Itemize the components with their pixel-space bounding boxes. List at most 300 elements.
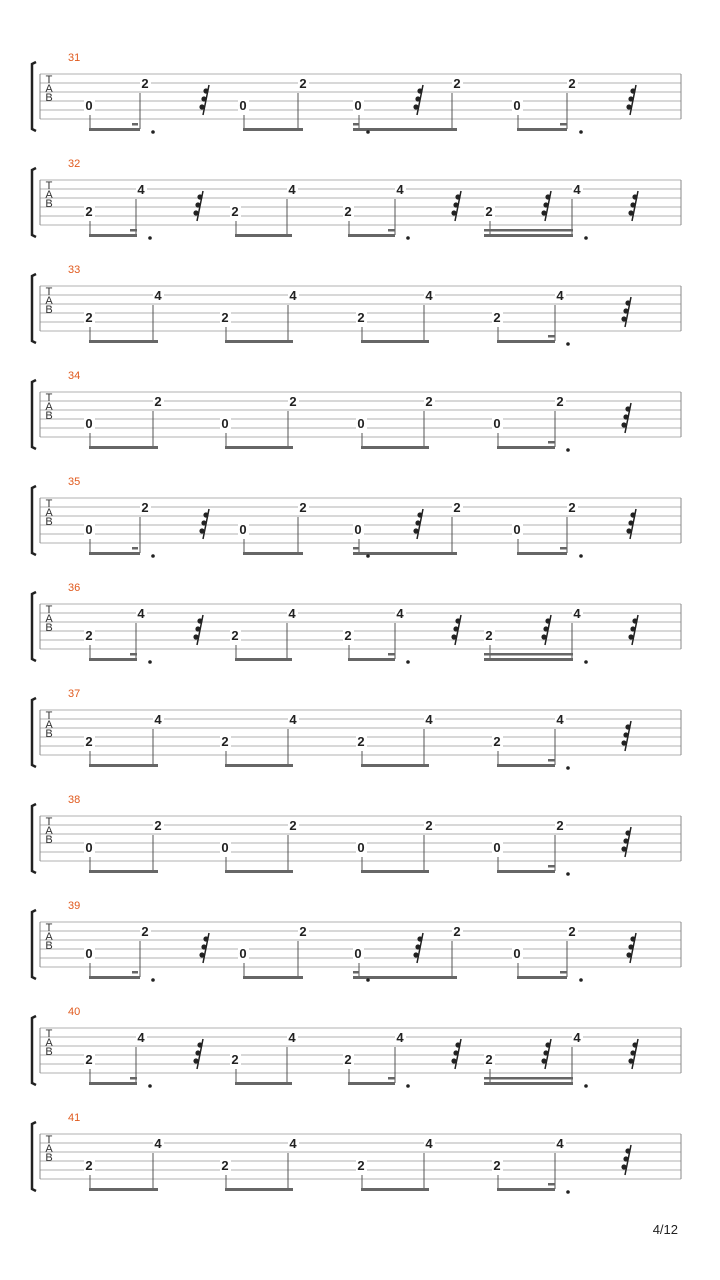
rest-flag xyxy=(545,194,550,199)
tab-clef-letter: B xyxy=(45,516,53,528)
rhythm-dot xyxy=(579,978,583,982)
rest-flag xyxy=(628,96,633,101)
rest-flag xyxy=(623,414,628,419)
tab-clef-letter: T xyxy=(45,1028,53,1040)
beam xyxy=(497,870,555,873)
beam-partial xyxy=(560,547,567,550)
fret-number: 2 xyxy=(141,500,149,515)
fret-number: 2 xyxy=(357,310,365,325)
fret-number: 2 xyxy=(154,818,162,833)
fret-number: 2 xyxy=(299,500,307,515)
rest-flag xyxy=(626,528,631,533)
tab-clef-letter: B xyxy=(45,1152,53,1164)
tab-clef-letter: A xyxy=(45,719,53,731)
beam-partial xyxy=(548,441,555,444)
measure-number: 32 xyxy=(68,158,81,170)
tab-system xyxy=(32,900,681,982)
fret-number: 2 xyxy=(556,818,564,833)
rest-flag xyxy=(626,952,631,957)
beam xyxy=(235,234,292,237)
beam xyxy=(361,1188,429,1191)
rest-flag xyxy=(455,1042,460,1047)
tab-clef-letter: A xyxy=(45,825,53,837)
beam xyxy=(361,340,429,343)
beam xyxy=(89,870,158,873)
fret-number: 4 xyxy=(425,712,433,727)
beam xyxy=(517,552,567,555)
fret-number: 2 xyxy=(485,628,493,643)
measure-number: 34 xyxy=(68,370,81,382)
tab-clef-letter: B xyxy=(45,834,53,846)
fret-number: 2 xyxy=(453,500,461,515)
rhythm-dot xyxy=(406,1084,410,1088)
fret-number: 2 xyxy=(493,310,501,325)
beam xyxy=(484,234,573,237)
fret-number: 4 xyxy=(425,288,433,303)
rest-flag xyxy=(630,1050,635,1055)
beam xyxy=(89,128,140,131)
beam xyxy=(348,234,395,237)
system-bracket xyxy=(32,274,36,343)
fret-number: 2 xyxy=(568,924,576,939)
rest-flag xyxy=(541,1058,546,1063)
fret-number: 4 xyxy=(154,288,162,303)
beam xyxy=(497,340,555,343)
fret-number: 0 xyxy=(493,416,501,431)
rest-flag xyxy=(623,838,628,843)
fret-number: 4 xyxy=(396,182,404,197)
fret-number: 2 xyxy=(453,924,461,939)
rest-flag xyxy=(541,634,546,639)
fret-number: 4 xyxy=(573,182,581,197)
fret-number: 0 xyxy=(357,416,365,431)
rest-flag xyxy=(201,944,206,949)
fret-number: 0 xyxy=(239,946,247,961)
rest-flag xyxy=(623,732,628,737)
beam xyxy=(225,870,293,873)
rest-flag xyxy=(413,528,418,533)
beam xyxy=(89,976,140,979)
fret-number: 0 xyxy=(221,416,229,431)
fret-number: 0 xyxy=(354,946,362,961)
rest-flag xyxy=(417,88,422,93)
tab-clef-letter: A xyxy=(45,83,53,95)
rest-flag xyxy=(413,952,418,957)
measure-number: 40 xyxy=(68,1006,81,1018)
beam xyxy=(225,764,293,767)
rhythm-dot xyxy=(151,978,155,982)
beam-secondary xyxy=(484,229,573,232)
rest-flag xyxy=(625,406,630,411)
fret-number: 0 xyxy=(85,946,93,961)
system-bracket xyxy=(32,910,36,979)
beam xyxy=(361,870,429,873)
rest-flag xyxy=(453,1050,458,1055)
rhythm-dot xyxy=(566,766,570,770)
rest-flag xyxy=(630,936,635,941)
rest-flag xyxy=(628,1058,633,1063)
fret-number: 2 xyxy=(141,76,149,91)
rhythm-dot xyxy=(151,130,155,134)
beam xyxy=(243,128,303,131)
fret-number: 2 xyxy=(357,1158,365,1173)
rest-flag xyxy=(541,210,546,215)
fret-number: 0 xyxy=(239,522,247,537)
fret-number: 2 xyxy=(299,76,307,91)
tab-clef-letter: A xyxy=(45,189,53,201)
rest-flag xyxy=(203,512,208,517)
beam xyxy=(89,658,137,661)
fret-number: 4 xyxy=(573,606,581,621)
tab-clef-letter: B xyxy=(45,410,53,422)
rhythm-dot xyxy=(584,660,588,664)
fret-number: 4 xyxy=(573,1030,581,1045)
beam xyxy=(89,340,158,343)
fret-number: 0 xyxy=(85,840,93,855)
rest-flag xyxy=(630,88,635,93)
fret-number: 2 xyxy=(85,628,93,643)
fret-number: 2 xyxy=(493,1158,501,1173)
tab-clef-letter: T xyxy=(45,286,53,298)
rest-flag xyxy=(623,1156,628,1161)
tab-clef-letter: T xyxy=(45,74,53,86)
beam-secondary xyxy=(484,653,573,656)
rhythm-dot xyxy=(579,130,583,134)
beam xyxy=(497,1188,555,1191)
fret-number: 4 xyxy=(289,1136,297,1151)
tab-system xyxy=(32,52,681,134)
measure-number: 36 xyxy=(68,582,81,594)
rest-flag xyxy=(451,634,456,639)
tab-system xyxy=(32,370,681,452)
tab-system xyxy=(32,264,681,346)
fret-number: 4 xyxy=(154,1136,162,1151)
rest-flag xyxy=(621,740,626,745)
fret-number: 2 xyxy=(289,818,297,833)
tab-system xyxy=(32,476,681,558)
beam xyxy=(225,340,293,343)
fret-number: 4 xyxy=(137,1030,145,1045)
fret-number: 4 xyxy=(288,1030,296,1045)
tab-system xyxy=(32,582,681,664)
rhythm-dot xyxy=(406,236,410,240)
rest-flag xyxy=(630,512,635,517)
rest-flag xyxy=(632,1042,637,1047)
measure-number: 38 xyxy=(68,794,81,806)
rest-flag xyxy=(625,830,630,835)
beam xyxy=(89,552,140,555)
beam xyxy=(517,976,567,979)
rhythm-dot xyxy=(566,872,570,876)
beam-partial xyxy=(353,547,359,550)
rest-flag xyxy=(453,626,458,631)
tab-clef-letter: A xyxy=(45,1143,53,1155)
fret-number: 4 xyxy=(154,712,162,727)
fret-number: 0 xyxy=(239,98,247,113)
tab-clef-letter: B xyxy=(45,92,53,104)
tab-clef-letter: T xyxy=(45,1134,53,1146)
fret-number: 4 xyxy=(396,606,404,621)
rest-flag xyxy=(197,1042,202,1047)
fret-number: 4 xyxy=(556,712,564,727)
fret-number: 2 xyxy=(344,628,352,643)
beam xyxy=(235,658,292,661)
beam xyxy=(484,658,573,661)
beam-partial xyxy=(388,229,395,232)
fret-number: 0 xyxy=(354,98,362,113)
rhythm-dot xyxy=(566,448,570,452)
rest-flag xyxy=(193,634,198,639)
rest-flag xyxy=(621,422,626,427)
rest-flag xyxy=(628,944,633,949)
beam-partial xyxy=(130,1077,137,1080)
rest-flag xyxy=(203,936,208,941)
rest-flag xyxy=(543,1050,548,1055)
fret-number: 2 xyxy=(85,734,93,749)
rest-flag xyxy=(193,1058,198,1063)
rest-flag xyxy=(417,512,422,517)
beam xyxy=(243,552,303,555)
beam-partial xyxy=(132,123,138,126)
rest-flag xyxy=(199,528,204,533)
rhythm-dot xyxy=(148,1084,152,1088)
beam-partial xyxy=(353,123,359,126)
rest-flag xyxy=(203,88,208,93)
rhythm-dot xyxy=(148,236,152,240)
tab-clef-letter: T xyxy=(45,392,53,404)
beam xyxy=(517,128,567,131)
fret-number: 2 xyxy=(231,204,239,219)
rhythm-dot xyxy=(366,130,370,134)
fret-number: 4 xyxy=(556,1136,564,1151)
fret-number: 4 xyxy=(289,288,297,303)
fret-number: 2 xyxy=(299,924,307,939)
fret-number: 2 xyxy=(85,204,93,219)
rest-flag xyxy=(621,846,626,851)
beam-partial xyxy=(388,1077,395,1080)
tab-clef-letter: T xyxy=(45,180,53,192)
fret-number: 4 xyxy=(137,606,145,621)
fret-number: 2 xyxy=(141,924,149,939)
tab-clef-letter: T xyxy=(45,498,53,510)
fret-number: 4 xyxy=(288,606,296,621)
fret-number: 2 xyxy=(154,394,162,409)
rest-flag xyxy=(632,618,637,623)
fret-number: 4 xyxy=(288,182,296,197)
tab-system xyxy=(32,794,681,876)
fret-number: 0 xyxy=(85,416,93,431)
measure-number: 35 xyxy=(68,476,81,488)
beam-partial xyxy=(353,971,359,974)
fret-number: 2 xyxy=(85,1052,93,1067)
fret-number: 4 xyxy=(289,712,297,727)
beam xyxy=(484,1082,573,1085)
beam xyxy=(497,446,555,449)
rest-flag xyxy=(201,96,206,101)
rest-flag xyxy=(625,1148,630,1153)
measure-number: 37 xyxy=(68,688,81,700)
tab-clef-letter: T xyxy=(45,922,53,934)
tab-system xyxy=(32,688,681,770)
tab-clef-letter: B xyxy=(45,304,53,316)
rest-flag xyxy=(630,202,635,207)
tab-clef-letter: B xyxy=(45,728,53,740)
fret-number: 2 xyxy=(425,818,433,833)
beam-partial xyxy=(130,229,137,232)
tab-clef-letter: A xyxy=(45,401,53,413)
tab-clef-letter: T xyxy=(45,816,53,828)
rhythm-dot xyxy=(584,236,588,240)
beam xyxy=(348,658,395,661)
rest-flag xyxy=(195,202,200,207)
beam-partial xyxy=(548,759,555,762)
page-number: 4/12 xyxy=(652,1222,678,1237)
rest-flag xyxy=(545,1042,550,1047)
fret-number: 2 xyxy=(493,734,501,749)
fret-number: 2 xyxy=(289,394,297,409)
beam xyxy=(361,446,429,449)
tab-clef-letter: A xyxy=(45,931,53,943)
rest-flag xyxy=(621,1164,626,1169)
rest-flag xyxy=(543,626,548,631)
tab-clef-letter: T xyxy=(45,710,53,722)
fret-number: 0 xyxy=(221,840,229,855)
rhythm-dot xyxy=(584,1084,588,1088)
fret-number: 0 xyxy=(513,98,521,113)
fret-number: 2 xyxy=(485,1052,493,1067)
rhythm-dot xyxy=(406,660,410,664)
beam xyxy=(225,446,293,449)
rest-flag xyxy=(455,618,460,623)
fret-number: 2 xyxy=(568,76,576,91)
fret-number: 0 xyxy=(493,840,501,855)
beam-partial xyxy=(560,123,567,126)
tab-clef-letter: A xyxy=(45,507,53,519)
tab-system xyxy=(32,158,681,240)
beam xyxy=(235,1082,292,1085)
rest-flag xyxy=(623,308,628,313)
beam-partial xyxy=(132,547,138,550)
fret-number: 4 xyxy=(425,1136,433,1151)
rest-flag xyxy=(621,316,626,321)
system-bracket xyxy=(32,698,36,767)
tab-clef-letter: B xyxy=(45,940,53,952)
rest-flag xyxy=(415,520,420,525)
fret-number: 2 xyxy=(85,1158,93,1173)
beam xyxy=(361,764,429,767)
fret-number: 0 xyxy=(513,946,521,961)
rest-flag xyxy=(545,618,550,623)
system-bracket xyxy=(32,1122,36,1191)
beam-partial xyxy=(388,653,395,656)
measure-number: 39 xyxy=(68,900,81,912)
beam xyxy=(89,446,158,449)
tab-clef-letter: A xyxy=(45,613,53,625)
fret-number: 2 xyxy=(425,394,433,409)
measure-number: 41 xyxy=(68,1112,81,1124)
rest-flag xyxy=(628,520,633,525)
beam-partial xyxy=(548,865,555,868)
system-bracket xyxy=(32,592,36,661)
rhythm-dot xyxy=(366,978,370,982)
rest-flag xyxy=(632,194,637,199)
fret-number: 2 xyxy=(231,1052,239,1067)
fret-number: 2 xyxy=(453,76,461,91)
fret-number: 4 xyxy=(137,182,145,197)
rest-flag xyxy=(199,104,204,109)
fret-number: 2 xyxy=(344,1052,352,1067)
rhythm-dot xyxy=(566,1190,570,1194)
rest-flag xyxy=(628,210,633,215)
rest-flag xyxy=(451,1058,456,1063)
beam xyxy=(348,1082,395,1085)
beam-partial xyxy=(130,653,137,656)
beam-secondary xyxy=(484,1077,573,1080)
system-bracket xyxy=(32,380,36,449)
tab-clef-letter: B xyxy=(45,198,53,210)
fret-number: 0 xyxy=(85,98,93,113)
fret-number: 2 xyxy=(357,734,365,749)
fret-number: 2 xyxy=(85,310,93,325)
rest-flag xyxy=(415,944,420,949)
rest-flag xyxy=(195,1050,200,1055)
tab-clef-letter: B xyxy=(45,1046,53,1058)
measure-number: 33 xyxy=(68,264,81,276)
rest-flag xyxy=(626,104,631,109)
tab-clef-letter: A xyxy=(45,295,53,307)
rest-flag xyxy=(415,96,420,101)
rest-flag xyxy=(417,936,422,941)
beam xyxy=(89,1188,158,1191)
rest-flag xyxy=(625,724,630,729)
beam xyxy=(89,764,158,767)
fret-number: 2 xyxy=(556,394,564,409)
fret-number: 2 xyxy=(231,628,239,643)
rhythm-dot xyxy=(366,554,370,558)
fret-number: 2 xyxy=(344,204,352,219)
rhythm-dot xyxy=(151,554,155,558)
rest-flag xyxy=(630,626,635,631)
fret-number: 2 xyxy=(221,310,229,325)
tab-clef-letter: A xyxy=(45,1037,53,1049)
rest-flag xyxy=(413,104,418,109)
fret-number: 2 xyxy=(221,1158,229,1173)
tab-system xyxy=(32,1006,681,1088)
fret-number: 2 xyxy=(221,734,229,749)
fret-number: 2 xyxy=(485,204,493,219)
rest-flag xyxy=(628,634,633,639)
beam xyxy=(497,764,555,767)
rest-flag xyxy=(197,618,202,623)
rhythm-dot xyxy=(148,660,152,664)
system-bracket xyxy=(32,168,36,237)
rest-flag xyxy=(199,952,204,957)
beam-partial xyxy=(560,971,567,974)
system-bracket xyxy=(32,62,36,131)
rest-flag xyxy=(201,520,206,525)
tab-clef-letter: T xyxy=(45,604,53,616)
beam-partial xyxy=(548,1183,555,1186)
beam-partial xyxy=(548,335,555,338)
rhythm-dot xyxy=(566,342,570,346)
fret-number: 0 xyxy=(357,840,365,855)
beam xyxy=(89,1082,137,1085)
tab-clef-letter: B xyxy=(45,622,53,634)
tab-system xyxy=(32,1112,681,1194)
beam xyxy=(243,976,303,979)
rest-flag xyxy=(197,194,202,199)
fret-number: 4 xyxy=(396,1030,404,1045)
